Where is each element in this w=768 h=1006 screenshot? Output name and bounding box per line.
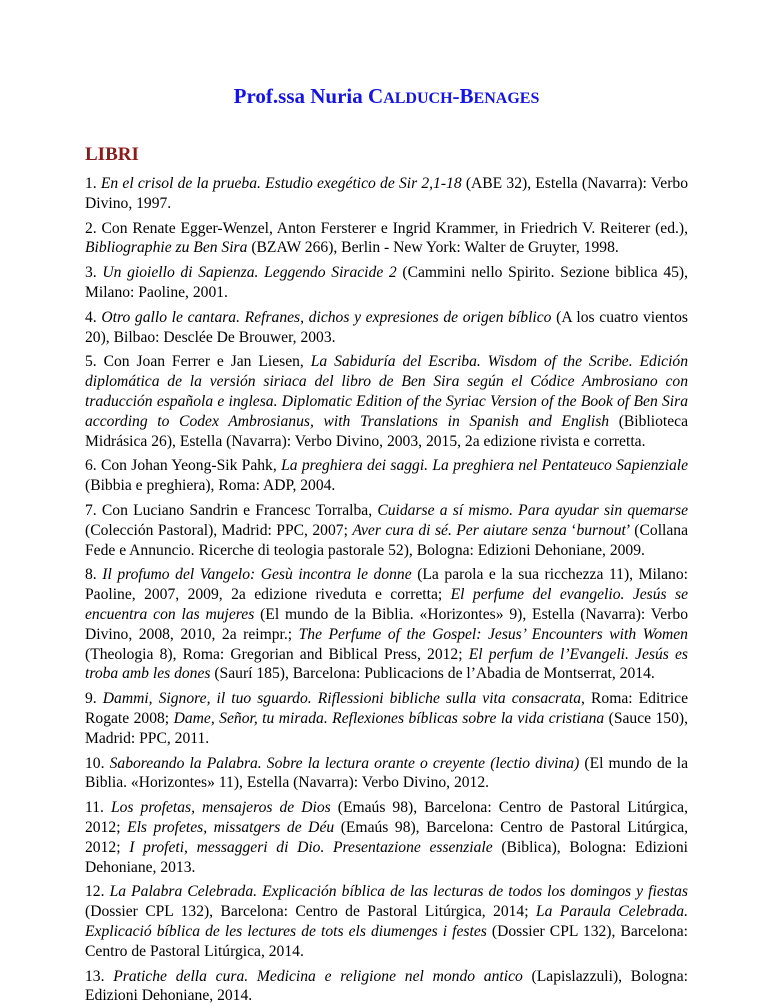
bibliography-entry bbox=[85, 967, 688, 1006]
entry-title-text: En el crisol de la prueba. Estudio exegético de Sir 2,1-18 bbox=[100, 175, 462, 193]
entry-text: (Dossier CPL 132), Barcelona: Centro de Pastoral Litúrgica, 2014. bbox=[85, 922, 688, 960]
entry-title-text: burnout bbox=[576, 521, 626, 539]
entry-text: (Lapislazzuli), Bologna: Edizioni Dehoniane, 2014. bbox=[85, 967, 688, 1005]
entry-text: (Bibbia e preghiera), Roma: ADP, 2004. bbox=[85, 477, 336, 495]
entry-text: , Roma: Editrice Rogate 2008; bbox=[85, 690, 688, 727]
entry-title-text: El perfum de l’Evangeli. Jesús es troba amb les dones bbox=[85, 645, 689, 683]
entry-text: 11. bbox=[85, 799, 111, 817]
entry-title-text: La Palabra Celebrada. Explicación bíblica de las lecturas de todos los domingos y fiestas bbox=[109, 883, 689, 901]
bibliography-entry bbox=[85, 219, 688, 259]
bibliography-entry bbox=[85, 798, 688, 877]
entry-text: ‘ bbox=[566, 521, 577, 539]
entry-text: (Colección Pastoral), Madrid: PPC, 2007; bbox=[85, 521, 353, 539]
title-surname-1-initial: C bbox=[368, 84, 384, 108]
entry-title-text: Cuidarse a sí mismo. Para ayudar sin quemarse bbox=[377, 502, 689, 520]
bibliography-list bbox=[85, 174, 688, 1006]
entry-text: 6. Con Johan Yeong-Sik Pahk, bbox=[85, 457, 282, 475]
title-surname-2-rest: ENAGES bbox=[473, 90, 540, 107]
entry-text: (Sauce 150), Madrid: PPC, 2011. bbox=[85, 710, 688, 747]
entry-title-text: La Sabiduría del Escriba. Wisdom of the Scribe. Edición diplomática de la versión siriaca del libro de Ben Sira según el Códice Ambrosiano con traducción española e inglesa. Diplomatic Edition of the Syriac Version of the Book of Ben Sira according to Codex Ambrosianus, with Translations in Spanish and English bbox=[85, 353, 689, 430]
entry-text: (Biblica), Bologna: Edizioni Dehoniane, 2013. bbox=[85, 838, 688, 876]
bibliography-entry bbox=[85, 308, 688, 348]
section-heading: LIBRI bbox=[85, 144, 139, 166]
entry-text: 3. bbox=[85, 264, 103, 282]
bibliography-entry bbox=[85, 174, 688, 214]
title-surname-1-rest: ALDUCH bbox=[383, 90, 453, 107]
entry-text: 9. bbox=[85, 690, 103, 708]
title-surname-2-initial: B bbox=[459, 84, 474, 108]
title-prefix: Prof.ssa Nuria bbox=[233, 84, 369, 108]
entry-text: (Cammini nello Spirito. Sezione biblica 45), Milano: Paoline, 2001. bbox=[85, 264, 689, 302]
entry-text: 1. bbox=[85, 175, 101, 193]
entry-title-text: La preghiera dei saggi. La preghiera nel Pentateuco Sapienziale bbox=[281, 457, 689, 475]
entry-text: 4. bbox=[85, 308, 102, 326]
entry-title-text: The Perfume of the Gospel: Jesus’ Encounters with Women bbox=[298, 625, 688, 643]
entry-text: (Theologia 8), Roma: Gregorian and Biblical Press, 2012; bbox=[85, 645, 469, 663]
entry-text: (Dossier CPL 132), Barcelona: Centro de Pastoral Litúrgica, 2014; bbox=[85, 903, 536, 921]
entry-text: (El mundo de la Biblia. «Horizontes» 9), Estella (Navarra): Verbo Divino, 2008, 2010, 2a reimpr.; bbox=[85, 606, 688, 643]
entry-text: (A los cuatro vientos 20), Bilbao: Desclée De Brouwer, 2003. bbox=[85, 308, 688, 346]
page-title bbox=[85, 0, 688, 109]
entry-text: (La parola e la sua ricchezza 11), Milano: Paoline, 2007, 2009, 2a edizione riveduta e corretta; bbox=[85, 566, 688, 604]
entry-text: (Emaús 98), Barcelona: Centro de Pastoral Litúrgica, 2012; bbox=[85, 818, 689, 856]
bibliography-entry bbox=[85, 565, 688, 684]
entry-title-text: Dame, Señor, tu mirada. Reflexiones bíblicas sobre la vida cristiana bbox=[173, 710, 605, 727]
bibliography-entry bbox=[85, 689, 688, 748]
entry-text: 2. Con Renate Egger-Wenzel, Anton Fersterer e Ingrid Krammer, in Friedrich V. Reiterer (ed.), bbox=[85, 219, 688, 237]
entry-title-text: Bibliographie zu Ben Sira bbox=[85, 239, 248, 257]
entry-text: ’ (Collana Fede e Annuncio. Ricerche di teologia pastorale 52), Bologna: Edizioni Dehoniane, 2009. bbox=[85, 521, 688, 559]
bibliography-entry bbox=[85, 456, 688, 496]
entry-title-text: Un gioiello di Sapienza. Leggendo Siracide 2 bbox=[102, 264, 397, 282]
title-hyphen: - bbox=[452, 84, 460, 108]
entry-text: (ABE 32), Estella (Navarra): Verbo Divino, 1997. bbox=[85, 175, 688, 212]
entry-text: (Saurí 185), Barcelona: Publicacions de l’Abadia de Montserrat, 2014. bbox=[210, 665, 655, 683]
entry-text: (BZAW 266), Berlin - New York: Walter de Gruyter, 1998. bbox=[247, 239, 619, 257]
entry-title-text: Otro gallo le cantara. Refranes, dichos y expresiones de origen bíblico bbox=[101, 308, 552, 326]
entry-text: 7. Con Luciano Sandrin e Francesc Torralba, bbox=[85, 502, 378, 520]
entry-title-text: Saboreando la Palabra. Sobre la lectura orante o creyente (lectio divina) bbox=[109, 754, 580, 772]
entry-text: (Biblioteca Midrásica 26), Estella (Navarra): Verbo Divino, 2003, 2015, 2a edizione rivista e corretta. bbox=[85, 412, 688, 450]
entry-text: (Emaús 98), Barcelona: Centro de Pastoral Litúrgica, 2012; bbox=[85, 799, 689, 836]
entry-text: 12. bbox=[85, 883, 110, 901]
entry-text: 13. bbox=[85, 967, 114, 985]
entry-title-text: Pratiche della cura. Medicina e religione nel mondo antico bbox=[113, 967, 523, 985]
bibliography-entry bbox=[85, 352, 688, 451]
entry-title-text: Il profumo del Vangelo: Gesù incontra le donne bbox=[102, 566, 412, 584]
bibliography-entry bbox=[85, 501, 688, 560]
bibliography-entry bbox=[85, 263, 688, 303]
entry-title-text: I profeti, messaggeri di Dio. Presentazione essenziale bbox=[129, 838, 493, 856]
bibliography-entry bbox=[85, 754, 688, 794]
entry-text: 5. Con Joan Ferrer e Jan Liesen, bbox=[85, 353, 311, 371]
entry-title-text: Los profetas, mensajeros de Dios bbox=[110, 799, 331, 817]
bibliography-entry bbox=[85, 882, 688, 961]
entry-title-text: La Paraula Celebrada. Explicació bíblica de les lectures de tots els diumenges i festes bbox=[85, 903, 688, 940]
entry-text: 8. bbox=[85, 566, 103, 584]
entry-title-text: Dammi, Signore, il tuo sguardo. Riflessioni bibliche sulla vita consacrata bbox=[102, 690, 582, 708]
entry-title-text: Els profetes, missatgers de Déu bbox=[127, 818, 335, 836]
entry-text: (El mundo de la Biblia. «Horizontes» 11), Estella (Navarra): Verbo Divino, 2012. bbox=[85, 754, 689, 792]
entry-title-text: El perfume del evangelio. Jesús se encuentra con las mujeres bbox=[85, 586, 688, 624]
entry-title-text: Aver cura di sé. Per aiutare senza bbox=[352, 521, 567, 539]
entry-text: 10. bbox=[85, 754, 110, 772]
